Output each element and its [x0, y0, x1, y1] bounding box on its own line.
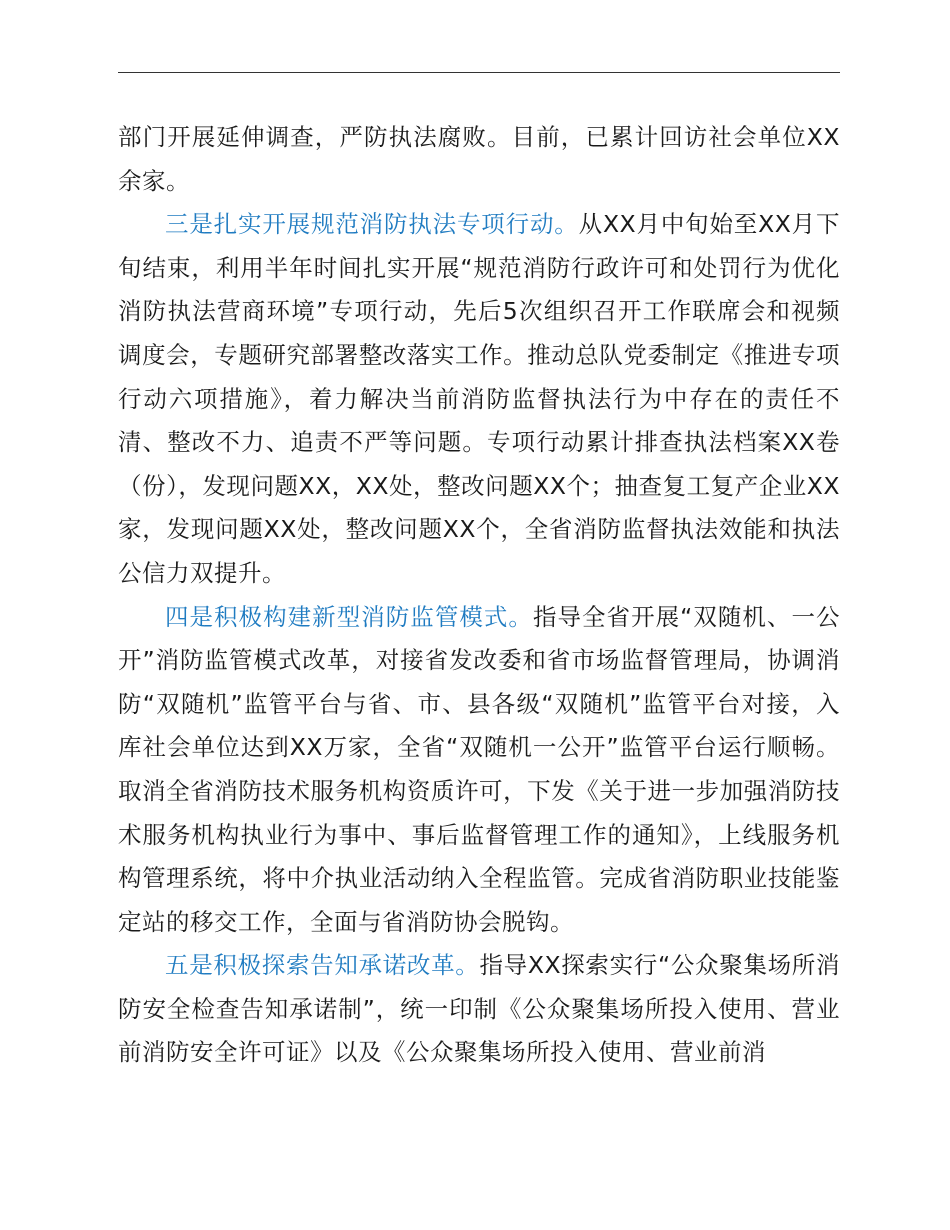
paragraph-2-heading: 三是扎实开展规范消防执法专项行动。: [165, 210, 579, 239]
paragraph-4: [118, 944, 840, 1075]
paragraph-4-heading: 五是积极探索告知承诺改革。: [165, 951, 480, 980]
document-body: [118, 116, 840, 1075]
paragraph-2-text: 从XX月中旬始至XX月下旬结束，利用半年时间扎实开展“规范消防行政许可和处罚行为优化消防执法营商环境”专项行动，先后5次组织召开工作联席会和视频调度会，专题研究部署整改落实工作。推动总队党委制定《推进专项行动六项措施》，着力解决当前消防监督执法行为中存在的责任不清、整改不力、追责不严等问题。专项行动累计排查执法档案XX卷（份），发现问题XX，XX处，整改问题XX个；抽查复工复产企业XX家，发现问题XX处，整改问题XX个，全省消防监督执法效能和执法公信力双提升。: [118, 210, 840, 587]
header-rule: [118, 72, 840, 73]
paragraph-3-heading: 四是积极构建新型消防监管模式。: [165, 602, 533, 631]
paragraph-4-text: 指导XX探索实行“公众聚集场所消防安全检查告知承诺制”，统一印制《公众聚集场所投入使用、营业前消防安全许可证》以及《公众聚集场所投入使用、营业前消: [118, 951, 840, 1067]
paragraph-1: [118, 116, 840, 203]
paragraph-2: [118, 203, 840, 595]
paragraph-3-text: 指导全省开展“双随机、一公开”消防监管模式改革，对接省发改委和省市场监督管理局，协调消防“双随机”监管平台与省、市、县各级“双随机”监管平台对接，入库社会单位达到XX万家，全省“双随机一公开”监管平台运行顺畅。取消全省消防技术服务机构资质许可，下发《关于进一步加强消防技术服务机构执业行为事中、事后监督管理工作的通知》，上线服务机构管理系统，将中介执业活动纳入全程监管。完成省消防职业技能鉴定站的移交工作，全面与省消防协会脱钩。: [118, 602, 840, 936]
paragraph-1-text: 部门开展延伸调查，严防执法腐败。目前，已累计回访社会单位XX余家。: [118, 123, 840, 195]
paragraph-3: [118, 596, 840, 945]
